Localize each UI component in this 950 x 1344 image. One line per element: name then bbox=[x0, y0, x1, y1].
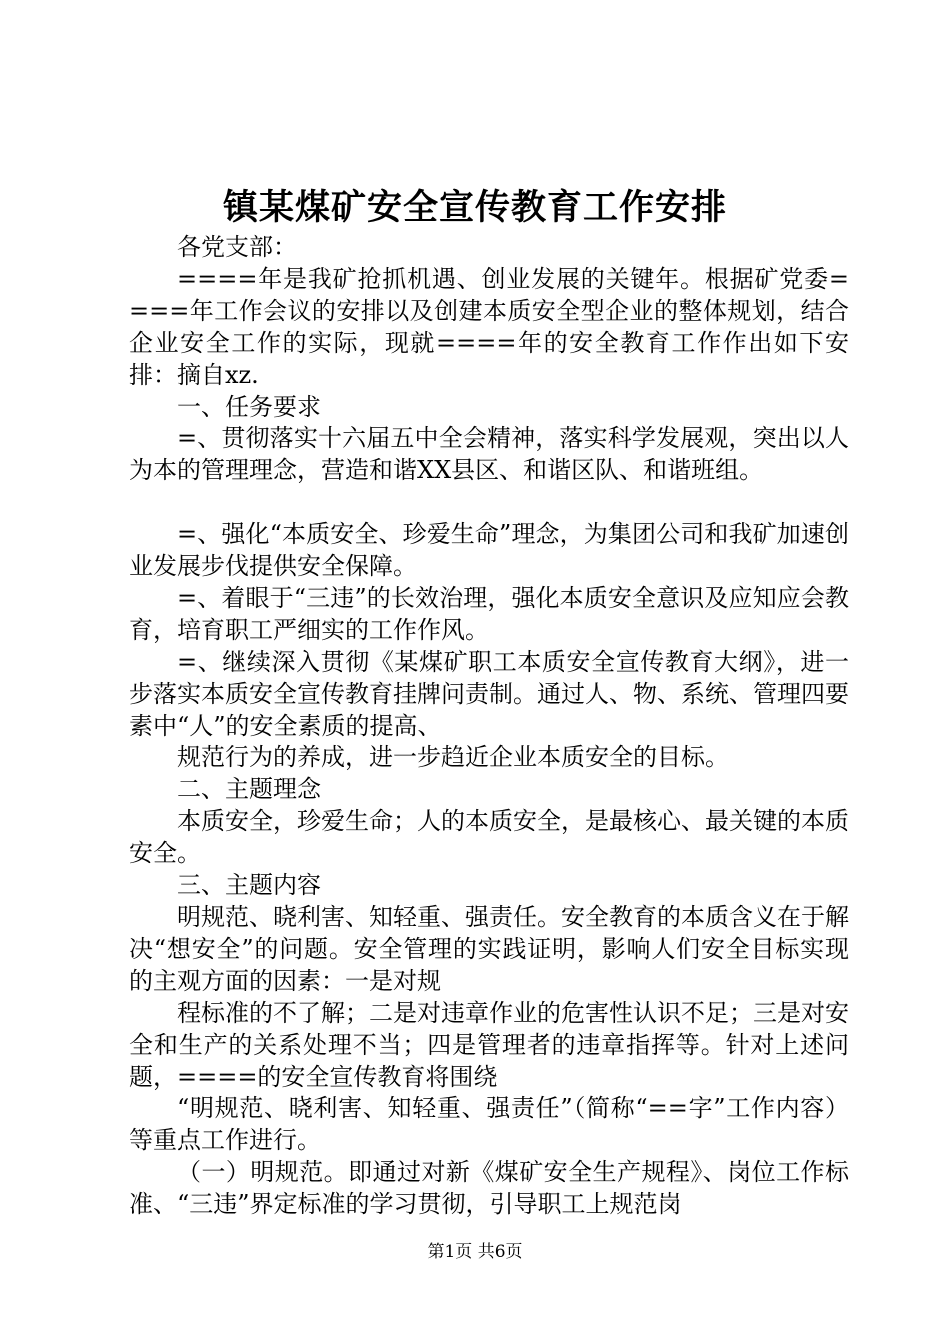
paragraph-task-3: =、着眼于“三违”的长效治理，强化本质安全意识及应知应会教育，培育职工严细实的工作作风。 bbox=[129, 583, 849, 644]
paragraph-content-3: “明规范、晓利害、知轻重、强责任”（简称“==字”工作内容）等重点工作进行。 bbox=[129, 1094, 849, 1155]
paragraph-content-2: 程标准的不了解；二是对违章作业的危害性认识不足；三是对安全和生产的关系处理不当；四是管理者的违章指挥等。针对上述问题，====的安全宣传教育将围绕 bbox=[129, 998, 849, 1091]
section-heading-tasks: 一、任务要求 bbox=[177, 392, 321, 421]
paragraph-task-4: =、继续深入贯彻《某煤矿职工本质安全宣传教育大纲》，进一步落实本质安全宣传教育挂牌问责制。通过人、物、系统、管理四要素中“人”的安全素质的提高、 bbox=[129, 647, 849, 740]
paragraph-task-1: =、贯彻落实十六届五中全会精神，落实科学发展观，突出以人为本的管理理念，营造和谐XX县区、和谐区队、和谐班组。 bbox=[129, 424, 849, 485]
paragraph-task-2: =、强化“本质安全、珍爱生命”理念，为集团公司和我矿加速创业发展步伐提供安全保障。 bbox=[129, 520, 849, 581]
paragraph-salutation: 各党支部： bbox=[177, 233, 297, 261]
document-body bbox=[129, 232, 849, 1221]
document-title: 镇某煤矿安全宣传教育工作安排 bbox=[222, 187, 727, 228]
paragraph-task-4-cont: 规范行为的养成，进一步趋近企业本质安全的目标。 bbox=[177, 743, 729, 772]
paragraph-theme: 本质安全，珍爱生命；人的本质安全，是最核心、最关键的本质安全。 bbox=[129, 807, 849, 868]
section-heading-content: 三、主题内容 bbox=[177, 871, 321, 900]
paragraph-content-4: （一）明规范。即通过对新《煤矿安全生产规程》、岗位工作标准、“三违”界定标准的学习贯彻，引导职工上规范岗 bbox=[129, 1158, 849, 1219]
paragraph-content-1: 明规范、晓利害、知轻重、强责任。安全教育的本质含义在于解决“想安全”的问题。安全管理的实践证明，影响人们安全目标实现的主观方面的因素：一是对规 bbox=[129, 903, 849, 995]
paragraph-intro: ====年是我矿抢抓机遇、创业发展的关键年。根据矿党委====年工作会议的安排以及创建本质安全型企业的整体规划，结合企业安全工作的实际，现就====年的安全教育工作作出如下安排：摘自xz. bbox=[129, 264, 849, 389]
blank-line bbox=[129, 487, 849, 519]
section-heading-theme: 二、主题理念 bbox=[177, 775, 321, 804]
page-footer: 第1页 共6页 bbox=[427, 1242, 523, 1262]
